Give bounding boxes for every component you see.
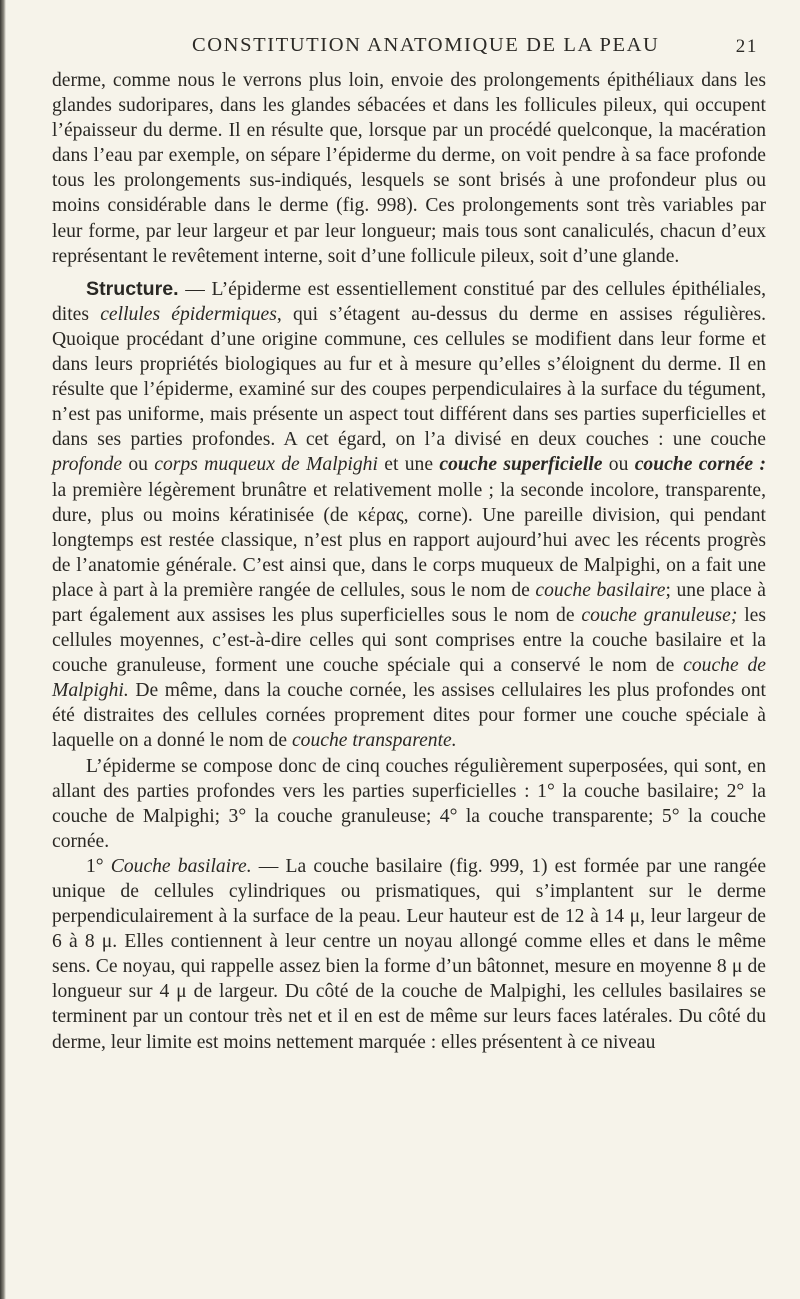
subheading-couche-basilaire: Couche basilaire. [110,855,252,877]
term-cellules-epidermiques: cellules épidermiques [100,303,277,325]
paragraph-structure: Structure. — L’épiderme est essentiellement constitué par des cellules épithéliales, dites cellules épidermiques, qui s’étagent au-dessus du derme en assises régulières. Quoique procédant d’une origine commune, ces cellules se modifient dans leur forme et dans leurs propriétés biologiques au fur et à mesure qu’elles s’éloignent du derme. Il en résulte que l’épiderme, examiné sur des coupes perpendiculaires à la surface du tégument, n’est pas uniforme, mais présente un aspect tout différent dans ses parties superficielles et dans ses parties profondes. A cet égard, on l’a divisé en deux couches : une couche profonde ou corps muqueux de Malpighi et une couche superficielle ou couche cornée : la première légèrement brunâtre et relativement molle ; la seconde incolore, transparente, dure, plus ou moins kératinisée (de κέρας, corne). Une pareille division, qui pendant longtemps est restée classique, n’est plus en rapport aujourd’hui avec les récents progrès de l’anatomie générale. C’est ainsi que, dans le corps muqueux de Malpighi, on a fait une place à part à la première rangée de cellules, sous le nom de couche basilaire; une place à part également aux assises les plus superficielles sous le nom de couche granuleuse; les cellules moyennes, c’est-à-dire celles qui sont comprises entre la couche basilaire et la couche granuleuse, forment une couche spéciale qui a conservé le nom de couche de Malpighi. De même, dans la couche cornée, les assises cellulaires les plus profondes ont été distraites des cellules cornées proprement dites pour former une couche spéciale à laquelle on a donné le nom de couche transparente. [52,277,767,752]
section-heading-structure: Structure. [86,277,179,300]
paragraph-five-layers: L’épiderme se compose donc de cinq couches régulièrement superposées, qui sont, en allant des parties profondes vers les parties superficielles : 1° la couche basilaire; 2° la couche de Malpighi; 3° la couche granuleuse; 4° la couche transparente; 5° la couche cornée. [52,755,766,852]
paragraph-continuation: derme, comme nous le verrons plus loin, envoie des prolongements épithéliaux dans les glandes sudoripares, dans les glandes sébacées et dans les follicules pileux, qui occupent l’épaisseur du derme. Il en résulte que, lorsque par un procédé quelconque, la macération dans l’eau par exemple, on sépare l’épiderme du derme, on voit pendre à sa face profonde tous les prolongements sus-indiqués, lesquels se sont brisés à une profondeur plus ou moins considérable dans le derme (fig. 998). Ces prolongements sont très variables par leur forme, par leur largeur et par leur longueur; mais tous sont canaliculés, chacun d’eux représentant le revêtement interne, soit d’une follicule pileux, soit d’une glande. [52,70,766,267]
body-text [52,68,766,1055]
running-header [52,28,766,68]
book-page [52,28,766,1055]
running-title: CONSTITUTION ANATOMIQUE DE LA PEAU [192,34,660,56]
paragraph-couche-basilaire: 1° Couche basilaire. — La couche basilaire (fig. 999, 1) est formée par une rangée unique de cellules cylindriques ou prismatiques, qui s’implantent sur le derme perpendiculairement à la surface de la peau. Leur hauteur est de 12 à 14 μ, leur largeur de 6 à 8 μ. Elles contiennent à leur centre un noyau allongé comme elles et dans le même sens. Ce noyau, qui rappelle assez bien la forme d’un bâtonnet, mesure en moyenne 8 μ de longueur sur 4 μ de largeur. Du côté de la couche de Malpighi, les cellules basilaires se terminent par un contour très net et il en est de même sur leurs faces latérales. Du côté du derme, leur limite est moins nettement marquée : elles présentent à ce niveau [52,855,767,1053]
page-binding-edge [0,0,6,1299]
page-number: 21 [735,36,758,57]
